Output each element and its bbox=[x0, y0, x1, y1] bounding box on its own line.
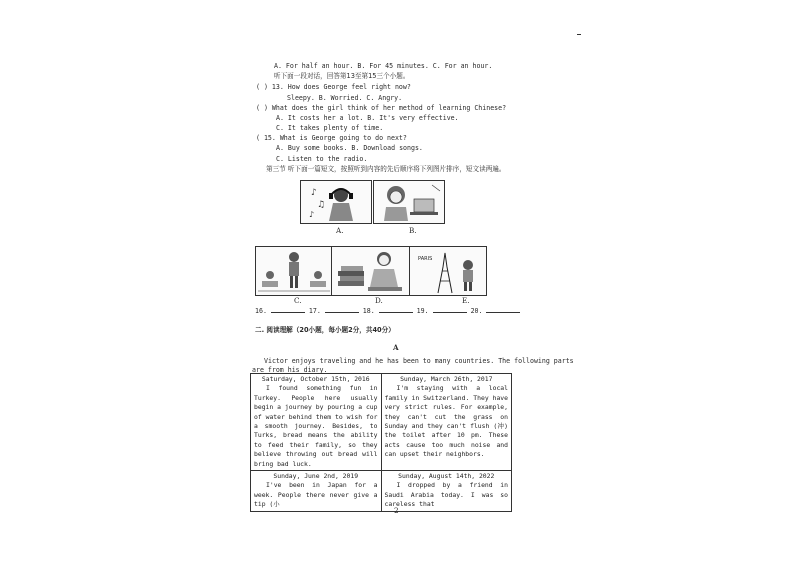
diary-entry-3-text: I've been in Japan for a week. People there never give a tip (小 bbox=[254, 481, 378, 509]
question-15-option-c: C. Listen to the radio. bbox=[276, 155, 368, 163]
reading-intro-line-1: Victor enjoys traveling and he has been to many countries. The following parts bbox=[264, 357, 574, 365]
dialogue-instruction: 听下面一段对话，回答第13至第15三个小题。 bbox=[274, 72, 410, 80]
picture-a-music bbox=[300, 180, 372, 224]
diary-entry-1 bbox=[251, 374, 382, 471]
picture-e-label: E. bbox=[462, 296, 470, 305]
answer-17-blank[interactable] bbox=[325, 306, 359, 313]
svg-text:♫: ♫ bbox=[317, 200, 326, 210]
reading-part-label: A bbox=[393, 343, 399, 352]
diary-entry-2-date: Sunday, March 26th, 2017 bbox=[400, 375, 493, 383]
reading-intro-line-2: are from his diary. bbox=[252, 366, 328, 374]
page-number: 2 bbox=[394, 506, 399, 515]
picture-e-paris bbox=[409, 246, 487, 296]
section-3-instruction: 第三节 听下面一篇短文，按照听到内容的先后顺序将下列图片排序，短文读两遍。 bbox=[266, 165, 506, 173]
picture-d-label: D. bbox=[375, 296, 383, 305]
diary-entry-1-date: Saturday, October 15th, 2016 bbox=[261, 375, 370, 383]
answer-18-blank[interactable] bbox=[379, 306, 413, 313]
picture-a-label: A. bbox=[336, 226, 344, 235]
picture-d-books bbox=[331, 246, 411, 296]
answer-18-label: 18. bbox=[362, 307, 375, 315]
question-13-options: Sleepy. B. Worried. C. Angry. bbox=[287, 94, 403, 102]
diary-entry-4-date: Sunday, August 14th, 2022 bbox=[398, 472, 495, 481]
corner-mark bbox=[577, 34, 581, 35]
diary-entry-4-text: I dropped by a friend in Saudi Arabia today. I was so careless that bbox=[384, 481, 508, 509]
answer-19-label: 19. bbox=[416, 307, 429, 315]
diary-entry-3-date: Sunday, June 2nd, 2019 bbox=[273, 472, 359, 481]
answer-19-blank[interactable] bbox=[433, 306, 467, 313]
question-14: ( ) What does the girl think of her method of learning Chinese? bbox=[256, 104, 507, 112]
answer-20-blank[interactable] bbox=[486, 306, 520, 313]
picture-b-laptop bbox=[373, 180, 445, 224]
diary-entry-2-text: I'm staying with a local family in Switzerland. They have very strict rules. For example, they can't cut the grass on Sunday and they can't flush (冲) the toilet after 10 pm. These acts cause too much noise and can upset their neighbors. bbox=[384, 384, 508, 459]
answer-20-label: 20. bbox=[470, 307, 483, 315]
picture-b-label: B. bbox=[409, 226, 417, 235]
diary-entry-2 bbox=[381, 374, 512, 471]
diary-entry-1-text: I found something fun in Turkey. People here usually begin a journey by pouring a cup of water behind them to wish for a smooth journey. Besides, to Turks, bread means the ability to feed their family, so they believe throwing out bread will bring bad luck. bbox=[254, 384, 378, 468]
svg-text:♪: ♪ bbox=[309, 210, 315, 219]
picture-c-classroom bbox=[255, 246, 333, 296]
svg-text:♪: ♪ bbox=[311, 188, 317, 198]
diary-entry-4 bbox=[381, 471, 512, 512]
answer-16-blank[interactable] bbox=[271, 306, 305, 313]
picture-c-label: C. bbox=[294, 296, 302, 305]
question-14-option-c: C. It takes plenty of time. bbox=[276, 124, 384, 132]
diary-entry-3 bbox=[251, 471, 382, 512]
question-15-options-ab: A. Buy some books. B. Download songs. bbox=[276, 144, 423, 152]
question-15: ( 15. What is George going to do next? bbox=[256, 134, 407, 142]
q12-options: A. For half an hour. B. For 45 minutes. C. For an hour. bbox=[274, 62, 493, 70]
reading-heading: 二. 阅读理解（20小题，每小题2分，共40分） bbox=[255, 326, 395, 334]
answer-blanks bbox=[255, 306, 520, 316]
paris-sign: PARIS bbox=[418, 256, 433, 262]
question-14-options-ab: A. It costs her a lot. B. It's very effective. bbox=[276, 114, 459, 122]
question-13: ( ) 13. How does George feel right now? bbox=[256, 83, 411, 91]
answer-16-label: 16. bbox=[255, 307, 267, 315]
diary-table bbox=[250, 373, 512, 512]
answer-17-label: 17. bbox=[308, 307, 321, 315]
